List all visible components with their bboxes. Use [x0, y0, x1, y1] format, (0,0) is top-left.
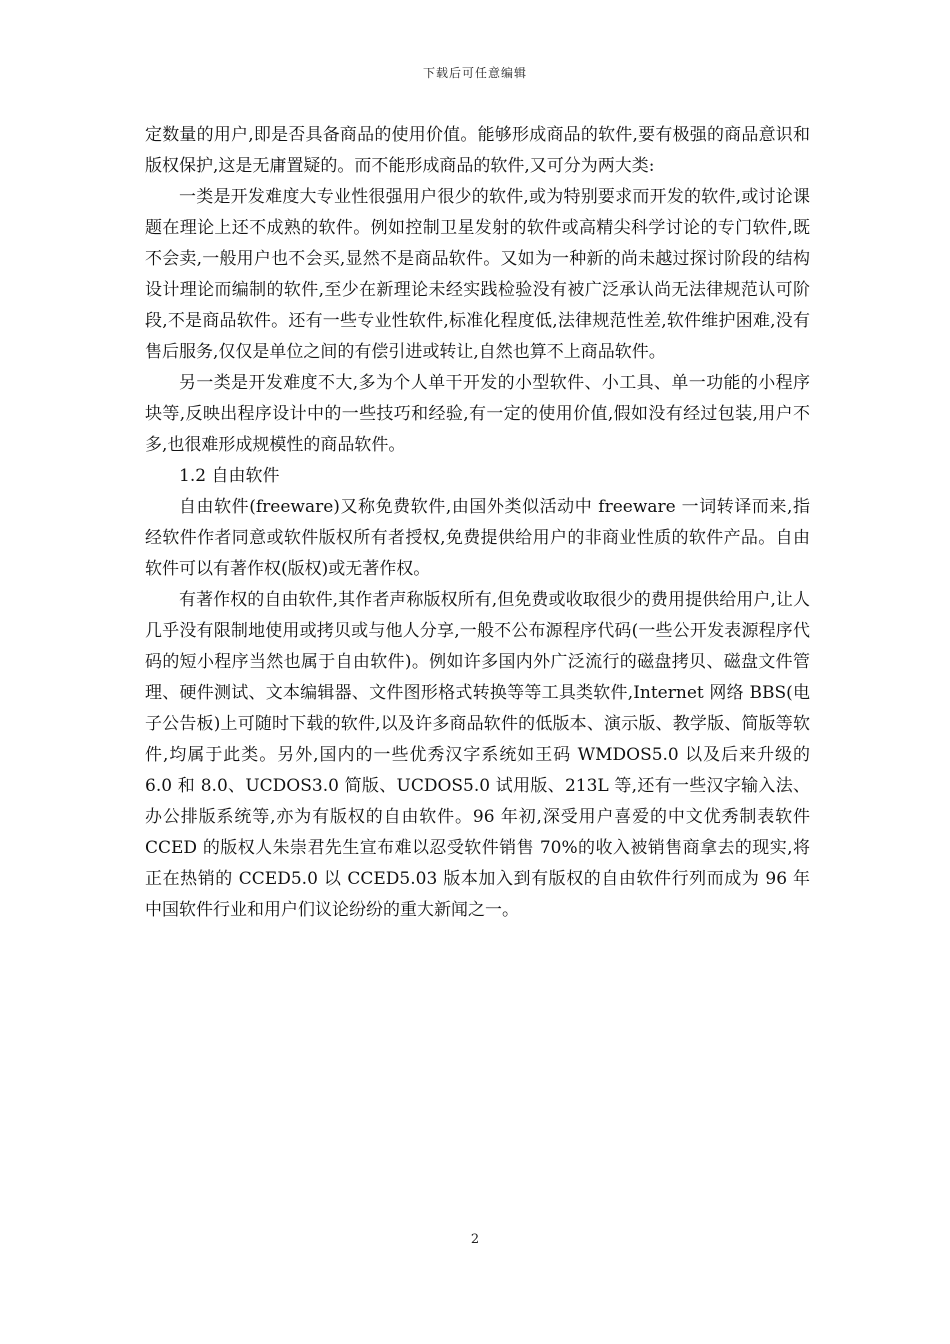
paragraph-continuation: 定数量的用户,即是否具备商品的使用价值。能够形成商品的软件,要有极强的商品意识和版权保护,这是无庸置疑的。而不能形成商品的软件,又可分为两大类:	[145, 125, 810, 176]
section-heading: 1.2 自由软件	[179, 466, 280, 486]
document-body	[145, 120, 810, 926]
page-number: 2	[470, 1232, 480, 1247]
paragraph-copyrighted-freeware: 有著作权的自由软件,其作者声称版权所有,但免费或收取很少的费用提供给用户,让人几乎没有限制地使用或拷贝或与他人分享,一般不公布源程序代码(一些公开发表源程序代码的短小程序当然也属于自由软件)。例如许多国内外广泛流行的磁盘拷贝、磁盘文件管理、硬件测试、文本编辑器、文件图形格式转换等等工具类软件,Internet 网络 BBS(电子公告板)上可随时下载的软件,以及许多商品软件的低版本、演示版、教学版、简版等软件,均属于此类。另外,国内的一些优秀汉字系统如王码 WMDOS5.0 以及后来升级的 6.0 和 8.0、UCDOS3.0 简版、UCDOS5.0 试用版、213L 等,还有一些汉字输入法、办公排版系统等,亦为有版权的自由软件。96 年初,深受用户喜爱的中文优秀制表软件 CCED 的版权人朱崇君先生宣布难以忍受软件销售 70%的收入被销售商拿去的现实,将正在热销的 CCED5.0 以 CCED5.03 版本加入到有版权的自由软件行列而成为 96 年中国软件行业和用户们议论纷纷的重大新闻之一。	[145, 590, 810, 920]
page-header: 下载后可任意编辑	[422, 66, 527, 80]
paragraph-freeware-definition: 自由软件(freeware)又称免费软件,由国外类似活动中 freeware 一词转译而来,指经软件作者同意或软件版权所有者授权,免费提供给用户的非商业性质的软件产品。自由软件可以有著作权(版权)或无著作权。	[145, 497, 810, 579]
paragraph-second-category: 另一类是开发难度不大,多为个人单干开发的小型软件、小工具、单一功能的小程序块等,反映出程序设计中的一些技巧和经验,有一定的使用价值,假如没有经过包装,用户不多,也很难形成规模性的商品软件。	[145, 373, 810, 455]
paragraph-first-category: 一类是开发难度大专业性很强用户很少的软件,或为特别要求而开发的软件,或讨论课题在理论上还不成熟的软件。例如控制卫星发射的软件或高精尖科学讨论的专门软件,既不会卖,一般用户也不会买,显然不是商品软件。又如为一种新的尚未越过探讨阶段的结构设计理论而编制的软件,至少在新理论未经实践检验没有被广泛承认尚无法律规范认可阶段,不是商品软件。还有一些专业性软件,标准化程度低,法律规范性差,软件维护困难,没有售后服务,仅仅是单位之间的有偿引进或转让,自然也算不上商品软件。	[145, 187, 810, 362]
